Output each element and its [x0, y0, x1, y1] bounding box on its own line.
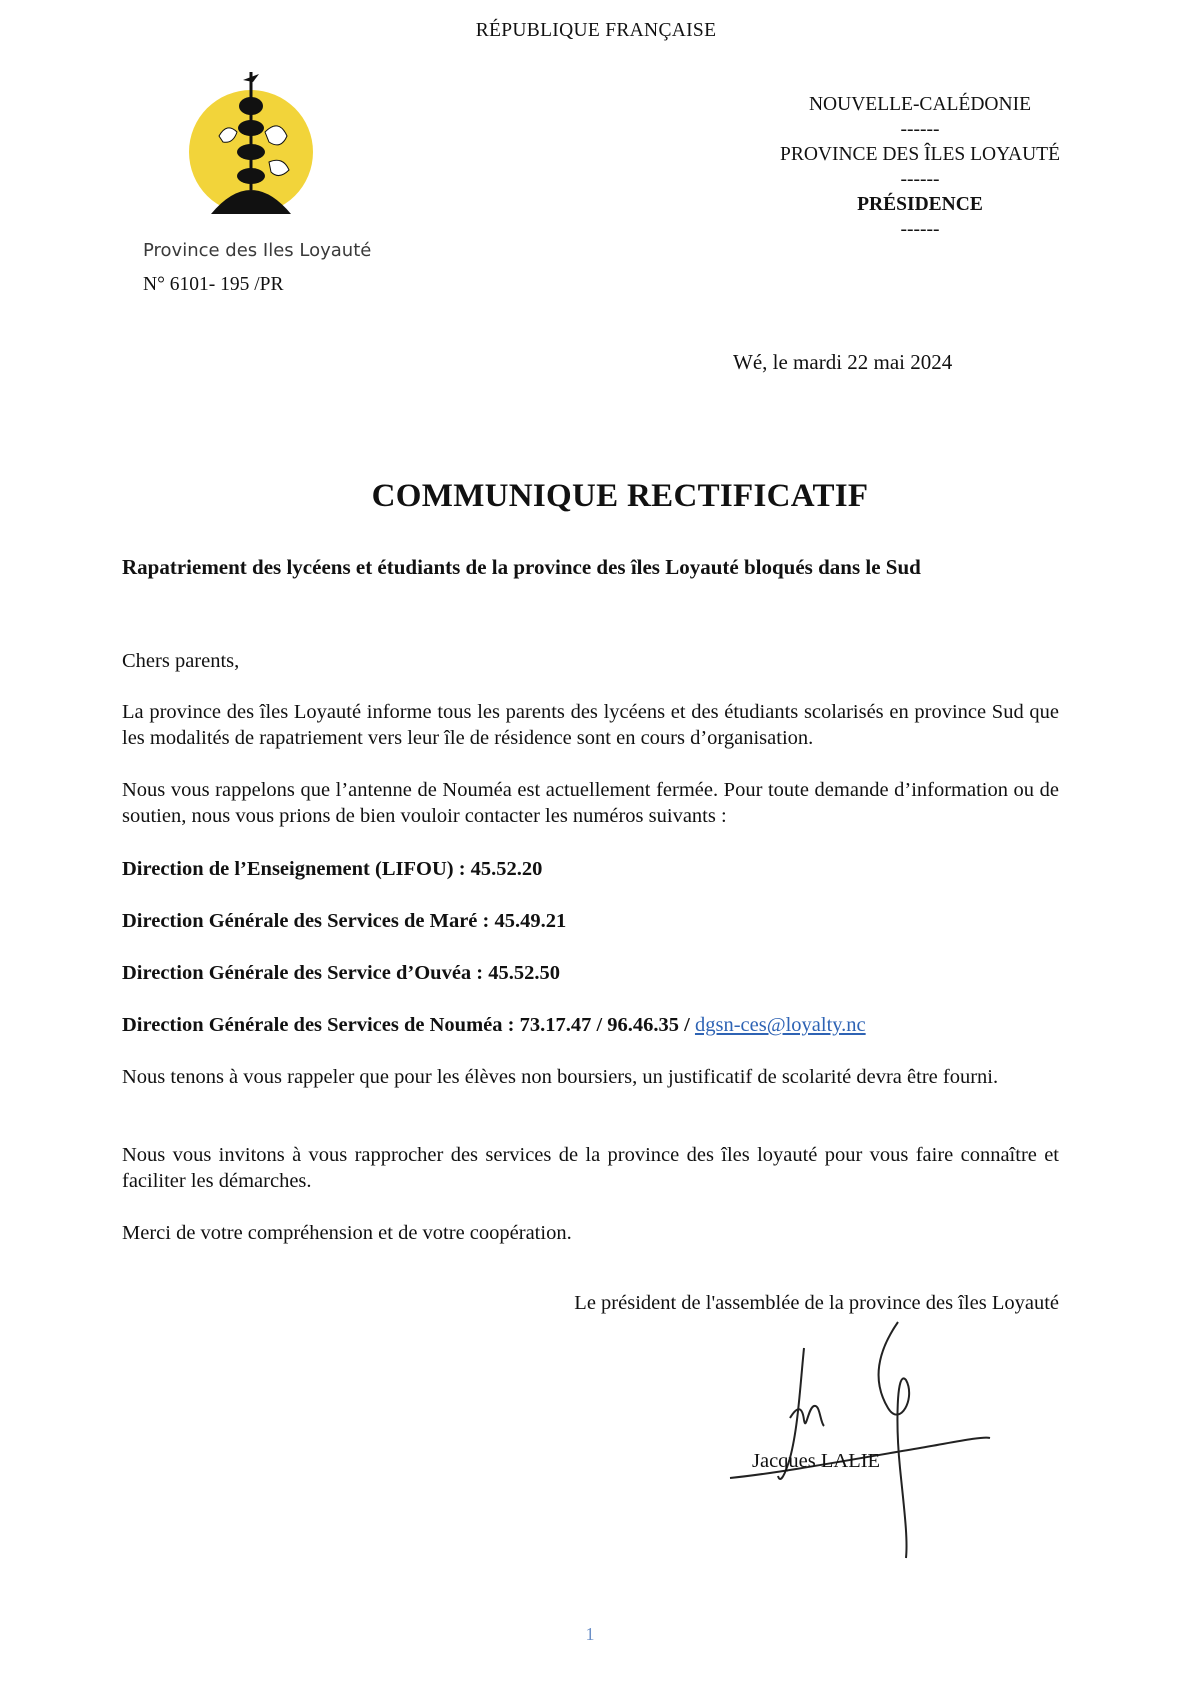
signature-mark [720, 1308, 1000, 1568]
greeting: Chers parents, [122, 650, 240, 672]
header-right-block [760, 92, 1080, 242]
province-label: PROVINCE DES ÎLES LOYAUTÉ [779, 144, 1061, 165]
paragraph-thanks: Merci de votre compréhension et de votre coopération. [122, 1222, 572, 1244]
separator: ------ [900, 219, 940, 240]
paragraph-antenna: Nous vous rappelons que l’antenne de Nouméa est actuellement fermée. Pour toute demande d’information ou de soutien, nous vous prions de bien vouloir contacter les numéros suivants : [122, 779, 1059, 827]
contact-noumea [122, 1012, 1059, 1038]
separator: ------ [900, 169, 940, 190]
territory-label: NOUVELLE-CALÉDONIE [808, 94, 1032, 115]
republic-header: RÉPUBLIQUE FRANÇAISE [475, 20, 717, 41]
province-logo [183, 70, 323, 226]
paragraph-justificatif: Nous tenons à vous rappeler que pour les élèves non boursiers, un justificatif de scolarité devra être fourni. [122, 1066, 999, 1088]
signer-name: Jacques LALIE [752, 1450, 881, 1472]
paragraph-invitation: Nous vous invitons à vous rapprocher des services de la province des îles loyauté pour vous faire connaître et faciliter les démarches. [122, 1144, 1059, 1192]
contact-mare: Direction Générale des Services de Maré : 45.49.21 [122, 910, 567, 932]
separator: ------ [900, 119, 940, 140]
paragraph-intro: La province des îles Loyauté informe tous les parents des lycéens et des étudiants scolarisés en province Sud que les modalités de rapatriement vers leur île de résidence sont en cours d’organisation. [122, 701, 1059, 749]
document-subtitle: Rapatriement des lycéens et étudiants de la province des îles Loyauté bloqués dans le Sud [122, 555, 921, 579]
closing-line: Le président de l'assemblée de la province des îles Loyauté [574, 1292, 1059, 1314]
contact-lifou: Direction de l’Enseignement (LIFOU) : 45.52.20 [122, 858, 543, 880]
reference-number: N° 6101- 195 /PR [143, 274, 284, 295]
page-number: 1 [585, 1624, 595, 1644]
document-title: COMMUNIQUE RECTIFICATIF [371, 478, 869, 514]
email-link[interactable]: dgsn-ces@loyalty.nc [694, 1014, 866, 1036]
logo-caption: Province des Iles Loyauté [143, 240, 372, 261]
contact-ouvea: Direction Générale des Service d’Ouvéa : 45.52.50 [122, 962, 561, 984]
document-date: Wé, le mardi 22 mai 2024 [733, 350, 953, 374]
contact-noumea-text: Direction Générale des Services de Nouméa : 73.17.47 / 96.46.35 / [122, 1014, 695, 1036]
presidence-label: PRÉSIDENCE [857, 194, 983, 215]
